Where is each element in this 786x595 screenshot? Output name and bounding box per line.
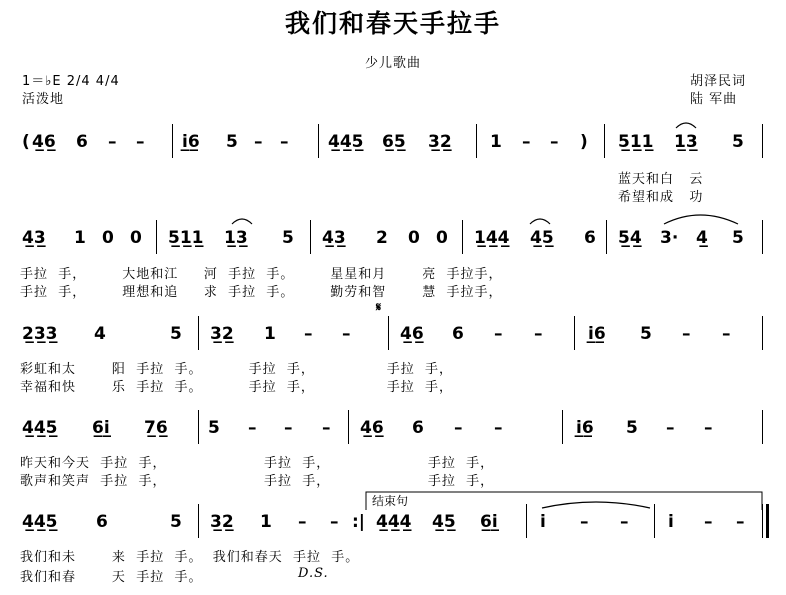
- note: –: [330, 512, 339, 532]
- barline: [762, 124, 763, 158]
- note: i̲6̲: [576, 418, 594, 438]
- lyric-verse-2: 手拉 手， 理想和追 求 手拉 手。 勤劳和智 慧 手拉手，: [20, 285, 503, 300]
- key-signature: 1＝♭E 2/4 4/4: [22, 74, 120, 89]
- note: –: [736, 512, 745, 532]
- lyric-verse-2: 希望和成 功: [618, 190, 704, 205]
- note: –: [298, 512, 307, 532]
- note: 5̲4̲: [618, 228, 642, 248]
- note: i: [668, 512, 674, 532]
- note: –: [494, 418, 503, 438]
- lyric-verse-1: 蓝天和白 云: [618, 172, 704, 187]
- slur: [676, 123, 696, 128]
- note: –: [722, 324, 731, 344]
- note: –: [666, 418, 675, 438]
- dal-segno-marking: D.S.: [298, 566, 329, 581]
- barline: [762, 316, 763, 350]
- note: –: [620, 512, 629, 532]
- note: 7̲6̲: [144, 418, 168, 438]
- note: 3̲2̲: [428, 132, 452, 152]
- note: –: [454, 418, 463, 438]
- note: –: [522, 132, 531, 152]
- note: –: [342, 324, 351, 344]
- lyricist-credit: 胡泽民词: [690, 74, 747, 89]
- note: 4̲4̲4̲: [376, 512, 412, 532]
- note: –: [534, 324, 543, 344]
- note: –: [704, 512, 713, 532]
- song-subtitle: 少儿歌曲: [364, 56, 421, 71]
- note: i̲6̲: [182, 132, 200, 152]
- note: 1̲4̲4̲: [474, 228, 510, 248]
- score-system-5: [14, 512, 774, 544]
- note: 6: [584, 228, 596, 248]
- lyric-verse-1: 昨天和今天 手拉 手， 手拉 手， 手拉 手，: [20, 456, 495, 471]
- note: 6̲5̲: [382, 132, 406, 152]
- barline: [526, 504, 527, 538]
- note: –: [494, 324, 503, 344]
- note: 1: [264, 324, 276, 344]
- note: 1: [74, 228, 86, 248]
- note: 5: [640, 324, 652, 344]
- slur: [232, 219, 252, 224]
- note: 4̲5̲: [530, 228, 554, 248]
- final-barline-thin: [762, 504, 763, 538]
- score-system-4: [14, 418, 774, 450]
- barline: [476, 124, 477, 158]
- note: 6̲i̲: [480, 512, 498, 532]
- note: 1: [490, 132, 502, 152]
- composer-credit: 陆 军曲: [690, 92, 738, 107]
- note: 0: [102, 228, 114, 248]
- barline: [348, 410, 349, 444]
- barline: [606, 220, 607, 254]
- barline: [654, 504, 655, 538]
- note: 2: [376, 228, 388, 248]
- slur: [530, 219, 550, 224]
- barline: [198, 504, 199, 538]
- barline: [762, 410, 763, 444]
- barline: [388, 316, 389, 350]
- note: 0: [436, 228, 448, 248]
- note: 4̲4̲5̲: [328, 132, 364, 152]
- note: 4̲6̲: [400, 324, 424, 344]
- note: 4̲3̲: [22, 228, 46, 248]
- note: 4̲: [696, 228, 708, 248]
- repeat-end: :|: [352, 512, 366, 532]
- note: –: [550, 132, 559, 152]
- note: i̲6̲: [588, 324, 606, 344]
- barline: [762, 220, 763, 254]
- note: 0: [408, 228, 420, 248]
- segno-sign: 𝄋: [376, 300, 382, 314]
- note: 3̲2̲: [210, 324, 234, 344]
- note: –: [704, 418, 713, 438]
- note: 3̲2̲: [210, 512, 234, 532]
- lyric-verse-1: 我们和未 来 手拉 手。 我们和春天 手拉 手。: [20, 550, 360, 565]
- barline: [198, 410, 199, 444]
- note: 5̲1̲1̲: [618, 132, 654, 152]
- slur: [542, 502, 650, 508]
- note: 5: [170, 324, 182, 344]
- note: 1: [260, 512, 272, 532]
- note: 1̲3̲: [674, 132, 698, 152]
- note: i: [540, 512, 546, 532]
- note: 5: [626, 418, 638, 438]
- barline: [562, 410, 563, 444]
- note: –: [304, 324, 313, 344]
- note: 5: [170, 512, 182, 532]
- barline: [318, 124, 319, 158]
- note: –: [248, 418, 257, 438]
- barline: [156, 220, 157, 254]
- note: 5: [208, 418, 220, 438]
- note: 5: [732, 228, 744, 248]
- note: 1̲3̲: [224, 228, 248, 248]
- note: 2̲3̲3̲: [22, 324, 58, 344]
- note: –: [136, 132, 145, 152]
- note: –: [108, 132, 117, 152]
- note: 5̲1̲1̲: [168, 228, 204, 248]
- lyric-verse-2: 歌声和笑声 手拉 手， 手拉 手， 手拉 手，: [20, 474, 495, 489]
- slur: [664, 215, 738, 224]
- barline: [172, 124, 173, 158]
- ending-label: 结束句: [372, 494, 409, 508]
- note: 4: [94, 324, 106, 344]
- note: 0: [130, 228, 142, 248]
- note: 4̲3̲: [322, 228, 346, 248]
- note: 5: [226, 132, 238, 152]
- note: –: [322, 418, 331, 438]
- barline: [310, 220, 311, 254]
- score-system-2: [14, 228, 774, 260]
- note: –: [280, 132, 289, 152]
- note: 6: [96, 512, 108, 532]
- note: 4̲5̲: [432, 512, 456, 532]
- note: 6: [76, 132, 88, 152]
- note: –: [580, 512, 589, 532]
- note: 4̲6̲: [32, 132, 56, 152]
- barline: [462, 220, 463, 254]
- note: –: [284, 418, 293, 438]
- score-system-1: [14, 132, 774, 164]
- barline: [604, 124, 605, 158]
- final-barline-thick: [766, 504, 769, 538]
- lyric-verse-1: 手拉 手， 大地和江 河 手拉 手。 星星和月 亮 手拉手，: [20, 267, 503, 282]
- note: (: [22, 132, 30, 152]
- note: 3·: [660, 228, 679, 248]
- barline: [574, 316, 575, 350]
- note: –: [682, 324, 691, 344]
- barline: [198, 316, 199, 350]
- note: 6: [412, 418, 424, 438]
- note: –: [254, 132, 263, 152]
- ending-bracket: [366, 492, 762, 510]
- note: 5: [282, 228, 294, 248]
- note: 6: [452, 324, 464, 344]
- note: 4̲4̲5̲: [22, 512, 58, 532]
- note: 6̲i̲: [92, 418, 110, 438]
- lyric-verse-2: 我们和春 天 手拉 手。: [20, 570, 203, 585]
- tempo-marking: 活泼地: [22, 92, 65, 107]
- song-title: 我们和春天手拉手: [284, 9, 501, 38]
- note: 5: [732, 132, 744, 152]
- note: ): [580, 132, 588, 152]
- lyric-verse-2: 幸福和快 乐 手拉 手。 手拉 手， 手拉 手，: [20, 380, 454, 395]
- note: 4̲4̲5̲: [22, 418, 58, 438]
- score-system-3: [14, 324, 774, 356]
- note: 4̲6̲: [360, 418, 384, 438]
- lyric-verse-1: 彩虹和太 阳 手拉 手。 手拉 手， 手拉 手，: [20, 362, 454, 377]
